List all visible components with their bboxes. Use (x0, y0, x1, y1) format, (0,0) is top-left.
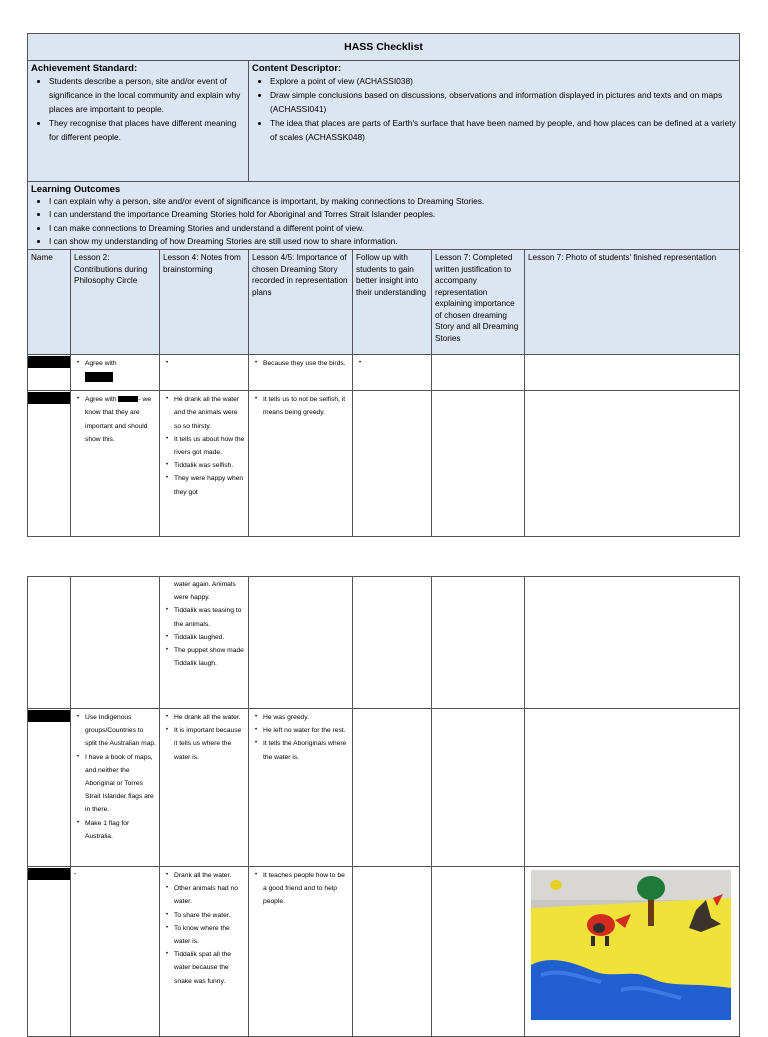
content-descriptor-item: • Draw simple conclusions based on discussions, observations and information displayed in pictures and texts and on maps (ACHASSI041) (270, 88, 736, 116)
achievement-standard (28, 61, 249, 182)
note-text: Agree with (85, 360, 117, 368)
lesson2-cell (71, 355, 160, 391)
note-text (85, 393, 156, 446)
achievement-standard-item: • They recognise that places have different meaning for different people. (49, 116, 245, 144)
note-text: • It tells us to not be selfish, it means being greedy. (263, 393, 349, 419)
column-header-lesson4: Lesson 4: Notes from brainstorming (160, 250, 249, 355)
lesson4-cell (160, 577, 249, 709)
lesson4-cell (160, 709, 249, 867)
photo-cell (525, 867, 740, 1037)
lesson2-cell (71, 391, 160, 537)
lesson45-cell (249, 391, 353, 537)
student-name-cell (28, 867, 71, 1037)
student-name-cell (28, 577, 71, 709)
photo-cell (525, 355, 740, 391)
lesson2-cell (71, 577, 160, 709)
follow-up-cell (353, 391, 432, 537)
column-header-lesson7-photo: Lesson 7: Photo of students' finished representation (525, 250, 740, 355)
lesson4-cell (160, 391, 249, 537)
note-text: • To share the water. (174, 909, 245, 922)
photo-cell (525, 709, 740, 867)
note-text: • Tiddalik spat all the water because the snake was funny. (174, 948, 245, 988)
photo-cell (525, 391, 740, 537)
table-row (28, 709, 740, 867)
note-text: • The puppet show made Tiddalik laugh. (174, 644, 245, 670)
column-header-lesson7-justification: Lesson 7: Completed written justification to accompany representation explaining importance of chosen dreaming Story and all Dreaming Stories (432, 250, 525, 355)
redacted-name (85, 372, 113, 382)
achievement-standard-item: • Students describe a person, site and/or event of significance in the local community and explain why places are important to people. (49, 74, 245, 116)
content-descriptor-item: • Explore a point of view (ACHASSI038) (270, 74, 736, 88)
note-text-part: Agree with (85, 396, 117, 404)
note-text: • He was greedy. (263, 711, 349, 724)
note-text-part: - we know that they are important and should show this. (85, 396, 152, 443)
page-title: HASS Checklist (28, 34, 740, 61)
note-text: • It tells us about how the rivers got made. (174, 433, 245, 459)
table-row (28, 867, 740, 1037)
note-text: • Drank all the water. (174, 869, 245, 882)
student-name-cell (28, 709, 71, 867)
learning-outcome-item: • I can understand the importance Dreaming Stories hold for Aboriginal and Torres Strait Islander peoples. (49, 208, 736, 221)
lesson45-cell (249, 709, 353, 867)
justification-cell (432, 577, 525, 709)
hass-checklist-table (27, 33, 740, 537)
table-row (28, 391, 740, 537)
content-descriptor-heading: Content Descriptor: (252, 63, 342, 74)
note-text: • It tells the Aboriginals where the water is. (263, 737, 349, 763)
learning-outcomes-heading: Learning Outcomes (31, 184, 121, 195)
follow-up-cell (353, 355, 432, 391)
note-text: • It teaches people how to be a good friend and to help people. (263, 869, 349, 909)
note-text: • I have a book of maps, and neither the Aboriginal or Torres Strait Islander flags are in there. (85, 751, 156, 817)
lesson45-cell (249, 355, 353, 391)
learning-outcome-item: • I can show my understanding of how Dreaming Stories are still used now to share information. (49, 235, 736, 248)
student-name-cell (28, 391, 71, 537)
note-text: • He left no water for the rest. (263, 724, 349, 737)
note-text: • It is important because it tells us where the water is. (174, 724, 245, 764)
content-descriptor-item: • The idea that places are parts of Earth's surface that have been named by people, and how places can be defined at a variety of scales (ACHASSK048) (270, 116, 736, 144)
lesson45-cell (249, 867, 353, 1037)
achievement-standard-heading: Achievement Standard: (31, 63, 138, 74)
column-header-lesson45: Lesson 4/5: Importance of chosen Dreaming Story recorded in representation plans (249, 250, 353, 355)
learning-outcome-item: • I can make connections to Dreaming Stories and understand a different point of view. (49, 222, 736, 235)
note-text: • Use Indigenous groups/Countries to split the Australian map. (85, 711, 156, 751)
note-text: water again. Animals were happy. (174, 581, 236, 602)
column-header-follow-up: Follow up with students to gain better insight into their understanding (353, 250, 432, 355)
justification-cell (432, 391, 525, 537)
note-text: • Tiddalik laughed. (174, 631, 245, 644)
note-text: • Tiddalik was teasing to the animals. (174, 604, 245, 630)
redacted-name (28, 356, 71, 368)
note-text: • Because they use the birds. (263, 357, 349, 370)
column-header-name: Name (28, 250, 71, 355)
note-text: • They were happy when they got (174, 472, 245, 498)
column-header-lesson2: Lesson 2: Contributions during Philosophy Circle (71, 250, 160, 355)
student-representation-photo (531, 870, 731, 1020)
note-text: • Tiddalik was selfish. (174, 459, 245, 472)
justification-cell (432, 355, 525, 391)
lesson4-cell (160, 355, 249, 391)
note-text: • Make 1 flag for Australia. (85, 817, 156, 843)
lesson4-cell (160, 867, 249, 1037)
note-text: • To know where the water is. (174, 922, 245, 948)
learning-outcomes (28, 182, 740, 250)
follow-up-cell (353, 577, 432, 709)
plasticine-representation-icon (531, 870, 731, 1020)
redacted-name (28, 710, 71, 722)
follow-up-cell (353, 709, 432, 867)
redacted-name (118, 396, 138, 402)
lesson2-cell (71, 867, 160, 1037)
hass-checklist-table-continued (27, 576, 740, 1037)
lesson2-cell (71, 709, 160, 867)
table-row (28, 577, 740, 709)
redacted-name (28, 868, 71, 880)
photo-cell (525, 577, 740, 709)
learning-outcome-item: • I can explain why a person, site and/or event of significance is important, by making connections to Dreaming Stories. (49, 195, 736, 208)
justification-cell (432, 867, 525, 1037)
follow-up-cell (353, 867, 432, 1037)
note-text: • He drank all the water and the animals were so so thirsty. (174, 393, 245, 433)
content-descriptor (249, 61, 740, 182)
table-row (28, 355, 740, 391)
justification-cell (432, 709, 525, 867)
lesson45-cell (249, 577, 353, 709)
note-text: - (74, 871, 77, 878)
student-name-cell (28, 355, 71, 391)
note-text: • Other animals had no water. (174, 882, 245, 908)
note-text: • He drank all the water. (174, 711, 245, 724)
redacted-name (28, 392, 71, 404)
